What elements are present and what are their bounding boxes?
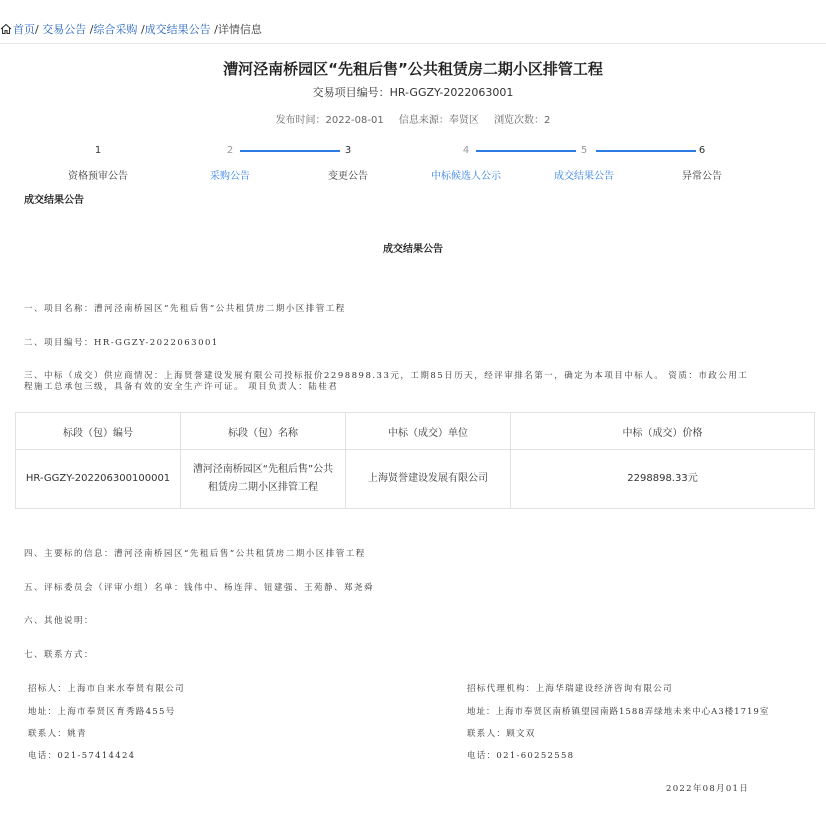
section-title: 成交结果公告 xyxy=(24,195,84,206)
table-header: 中标（成交）单位 xyxy=(346,413,511,450)
process-steps xyxy=(0,144,826,184)
table-row xyxy=(16,450,815,509)
breadcrumb-sep: / xyxy=(89,23,94,36)
meta-info xyxy=(0,111,826,126)
item-other: 六、其他说明： xyxy=(24,616,95,626)
step-number: 5 xyxy=(580,145,588,156)
home-icon[interactable] xyxy=(0,23,12,35)
step-label: 异常公告 xyxy=(682,171,722,182)
table-header: 标段（包）名称 xyxy=(181,413,346,450)
page-title: 漕河泾南桥园区“先租后售”公共租赁房二期小区排管工程 xyxy=(223,60,603,78)
step-number: 3 xyxy=(344,145,352,156)
step-label: 中标候选人公示 xyxy=(431,171,501,182)
agent-name: 招标代理机构：上海华瑞建设经济咨询有限公司 xyxy=(467,684,673,694)
tenderer-phone: 电话：021-57414424 xyxy=(28,751,136,761)
project-number: 交易项目编号：HR-GGZY-2022063001 xyxy=(312,86,514,99)
table-cell-name xyxy=(181,450,346,509)
item-project-name: 一、项目名称：漕河泾南桥园区“先租后售”公共租赁房二期小区排管工程 xyxy=(24,304,346,314)
table-cell-price: 2298898.33元 xyxy=(511,450,815,509)
step-number: 4 xyxy=(462,145,470,156)
step-number: 6 xyxy=(698,145,706,156)
breadcrumb-sep: / xyxy=(140,23,145,36)
step-number: 2 xyxy=(226,145,234,156)
item-project-number: 二、项目编号：HR-GGZY-2022063001 xyxy=(24,338,219,348)
item-supplier-line1: 三、中标（成交）供应商情况：上海贤誉建设发展有限公司投标报价2298898.33元，工期85日历天，经评审排名第一，确定为本项目中标人。 资质：市政公用工 xyxy=(24,371,749,381)
table-cell-code: HR-GGZY-202206300100001 xyxy=(16,450,181,509)
step-candidate[interactable] xyxy=(406,144,526,182)
view-count: 浏览次数：2 xyxy=(494,115,551,126)
breadcrumb-sep: / xyxy=(214,23,218,36)
step-prequal[interactable] xyxy=(38,144,158,182)
name-line: 租赁房二期小区排管工程 xyxy=(208,482,318,493)
tenderer-person: 联系人：姚青 xyxy=(28,729,87,739)
table-header: 中标（成交）价格 xyxy=(511,413,815,450)
divider xyxy=(0,43,826,44)
publish-time: 发布时间：2022-08-01 xyxy=(275,115,384,126)
step-label: 成交结果公告 xyxy=(554,171,614,182)
result-table xyxy=(15,412,815,509)
item-contact: 七、联系方式： xyxy=(24,650,95,660)
table-header: 标段（包）编号 xyxy=(16,413,181,450)
breadcrumb-result[interactable]: 成交结果公告 xyxy=(144,23,211,36)
item-committee: 五、评标委员会（评审小组）名单：钱伟中、杨连萍、钮建强、王苑静、郑尧舜 xyxy=(24,583,375,593)
announce-date: 2022年08月01日 xyxy=(666,784,750,794)
agent-phone: 电话：021-60252558 xyxy=(467,751,575,761)
agent-person: 联系人：顾文双 xyxy=(467,729,536,739)
step-change[interactable] xyxy=(288,144,408,182)
tenderer-address: 地址：上海市奉贤区育秀路455号 xyxy=(28,707,176,717)
name-line: 漕河泾南桥园区“先租后售”公共 xyxy=(192,464,334,475)
step-number: 1 xyxy=(94,145,102,156)
breadcrumb-sep: / xyxy=(35,23,39,36)
breadcrumb-home[interactable]: 首页 xyxy=(13,23,35,36)
step-purchase[interactable] xyxy=(170,144,290,182)
table-header-row xyxy=(16,413,815,450)
breadcrumb-purchase[interactable]: 综合采购 xyxy=(93,23,138,36)
step-label: 变更公告 xyxy=(328,171,368,182)
table-cell-unit: 上海贤誉建设发展有限公司 xyxy=(346,450,511,509)
item-subject: 四、主要标的信息：漕河泾南桥园区“先租后售”公共租赁房二期小区排管工程 xyxy=(24,549,366,559)
step-abnormal[interactable] xyxy=(642,144,762,182)
info-source: 信息来源：奉贤区 xyxy=(398,115,479,126)
step-label: 采购公告 xyxy=(210,171,250,182)
agent-address: 地址：上海市奉贤区南桥镇望园南路1588弄绿地未来中心A3楼1719室 xyxy=(467,707,770,717)
tenderer-name: 招标人：上海市自来水奉贤有限公司 xyxy=(28,684,185,694)
breadcrumb xyxy=(0,22,262,38)
step-result[interactable] xyxy=(524,144,644,182)
content-heading: 成交结果公告 xyxy=(383,244,443,255)
breadcrumb-current: 详情信息 xyxy=(217,23,262,36)
breadcrumb-trade[interactable]: 交易公告 xyxy=(42,23,87,36)
step-label: 资格预审公告 xyxy=(68,171,128,182)
item-supplier-line2: 程施工总承包三级，具备有效的安全生产许可证。 项目负责人：陆桂君 xyxy=(24,382,339,392)
